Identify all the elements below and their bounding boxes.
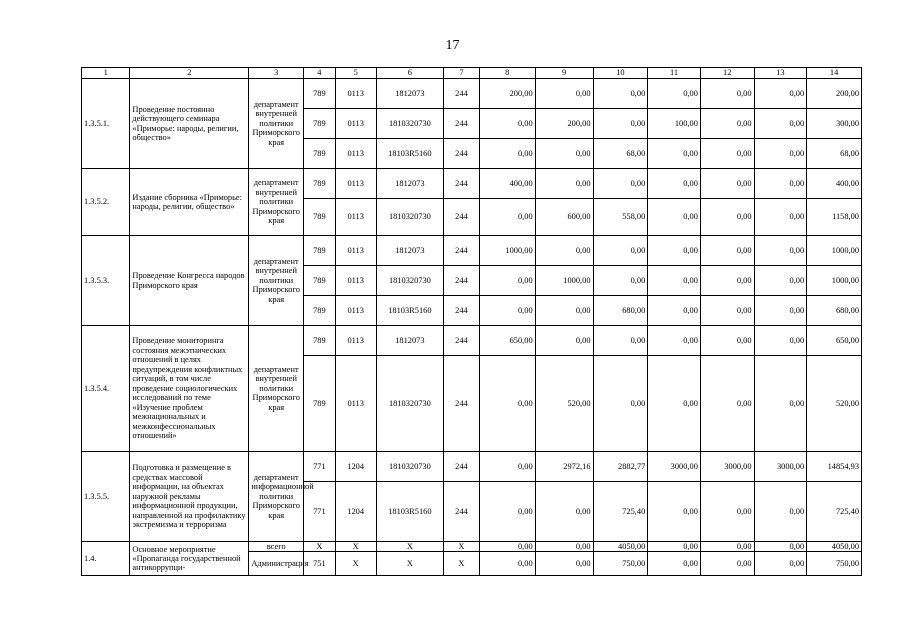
table-cell: 1000,00 xyxy=(479,236,535,266)
table-cell: 2972,16 xyxy=(535,452,593,482)
table-cell: 1158,00 xyxy=(807,199,862,236)
table-cell: 4050,00 xyxy=(807,542,862,552)
table-cell: 0,00 xyxy=(648,326,701,356)
table-cell: 789 xyxy=(304,79,336,109)
table-cell: 0,00 xyxy=(648,266,701,296)
table-cell: 751 xyxy=(304,552,336,576)
table-cell: 0113 xyxy=(335,109,376,139)
table-cell: 244 xyxy=(444,452,480,482)
header-row xyxy=(82,68,862,79)
table-cell: 200,00 xyxy=(479,79,535,109)
table-cell: 0,00 xyxy=(479,482,535,542)
item-name: Проведение постоянно действующего семинара «Приморье: народы, религии, общество» xyxy=(130,79,249,169)
item-name: Основное мероприятие «Пропаганда государственной антикоррупци- xyxy=(130,542,249,576)
item-executor: департамент внутренней политики Приморского края xyxy=(249,79,304,169)
table-cell: 789 xyxy=(304,109,336,139)
table-cell: 0,00 xyxy=(648,542,701,552)
table-cell: 0,00 xyxy=(754,236,807,266)
column-header: 5 xyxy=(335,68,376,79)
table-cell: 750,00 xyxy=(593,552,648,576)
table-cell: 0,00 xyxy=(648,79,701,109)
table-cell: 0,00 xyxy=(700,482,754,542)
table-cell: 650,00 xyxy=(807,326,862,356)
table-cell: 244 xyxy=(444,109,480,139)
column-header: 12 xyxy=(700,68,754,79)
table-cell: 789 xyxy=(304,326,336,356)
table-cell: 244 xyxy=(444,326,480,356)
table-cell: 0,00 xyxy=(593,109,648,139)
table-cell: 0,00 xyxy=(700,169,754,199)
table-cell: 4050,00 xyxy=(593,542,648,552)
table-cell: 68,00 xyxy=(807,139,862,169)
table-cell: 0,00 xyxy=(700,296,754,326)
table-cell: 244 xyxy=(444,79,480,109)
table-row xyxy=(82,452,862,482)
table-cell: 0,00 xyxy=(648,199,701,236)
column-header: 7 xyxy=(444,68,480,79)
table-cell: 244 xyxy=(444,139,480,169)
table-cell: 771 xyxy=(304,482,336,542)
table-cell: 600,00 xyxy=(535,199,593,236)
table-cell: 0,00 xyxy=(700,236,754,266)
table-cell: 0,00 xyxy=(648,552,701,576)
table-cell: X xyxy=(304,542,336,552)
table-cell: X xyxy=(444,542,480,552)
page-number: 17 xyxy=(445,38,460,53)
table-cell: 1000,00 xyxy=(807,236,862,266)
table-cell: 1810320730 xyxy=(376,199,443,236)
table-cell: 1204 xyxy=(335,452,376,482)
table-cell: 2882,77 xyxy=(593,452,648,482)
table-cell: 0,00 xyxy=(700,356,754,452)
table-cell: 789 xyxy=(304,139,336,169)
table-cell: 0,00 xyxy=(593,236,648,266)
table-cell: 244 xyxy=(444,169,480,199)
table-cell: 200,00 xyxy=(535,109,593,139)
table-row xyxy=(82,169,862,199)
table-cell: 0,00 xyxy=(700,542,754,552)
table-row xyxy=(82,326,862,356)
table-cell: 680,00 xyxy=(807,296,862,326)
table-cell: 3000,00 xyxy=(754,452,807,482)
table-cell: 680,00 xyxy=(593,296,648,326)
table-cell: 1812073 xyxy=(376,236,443,266)
table-cell: X xyxy=(376,542,443,552)
table-cell: 0,00 xyxy=(754,79,807,109)
item-code: 1.3.5.2. xyxy=(82,169,130,236)
table-cell: 0,00 xyxy=(479,542,535,552)
table-cell: 1812073 xyxy=(376,79,443,109)
item-code: 1.4. xyxy=(82,542,130,576)
table-cell: 789 xyxy=(304,236,336,266)
table-cell: 3000,00 xyxy=(700,452,754,482)
table-cell: 0113 xyxy=(335,296,376,326)
column-header: 1 xyxy=(82,68,130,79)
table-cell: 0,00 xyxy=(700,79,754,109)
table-cell: 0,00 xyxy=(648,356,701,452)
column-header: 4 xyxy=(304,68,336,79)
table-cell: 0,00 xyxy=(648,296,701,326)
column-header: 2 xyxy=(130,68,249,79)
table-cell: 0,00 xyxy=(700,326,754,356)
table-cell: X xyxy=(335,552,376,576)
table-cell: 1000,00 xyxy=(807,266,862,296)
column-header: 13 xyxy=(754,68,807,79)
item-code: 1.3.5.4. xyxy=(82,326,130,452)
table-cell: 0,00 xyxy=(754,296,807,326)
table-cell: 0,00 xyxy=(535,552,593,576)
item-executor: департамент внутренней политики Приморского края xyxy=(249,169,304,236)
column-header: 3 xyxy=(249,68,304,79)
column-header: 14 xyxy=(807,68,862,79)
table-cell: 750,00 xyxy=(807,552,862,576)
table-cell: 1810320730 xyxy=(376,109,443,139)
table-cell: 0,00 xyxy=(754,169,807,199)
table-cell: 0,00 xyxy=(535,296,593,326)
column-header: 10 xyxy=(593,68,648,79)
table-cell: 18103R5160 xyxy=(376,296,443,326)
table-cell: 1812073 xyxy=(376,326,443,356)
table-cell: 0,00 xyxy=(535,236,593,266)
table-cell: X xyxy=(444,552,480,576)
table-cell: 0,00 xyxy=(648,482,701,542)
table-cell: 0,00 xyxy=(754,199,807,236)
table-cell: 0,00 xyxy=(593,169,648,199)
table-cell: 0,00 xyxy=(754,109,807,139)
item-name: Издание сборника «Приморье: народы, религии, общество» xyxy=(130,169,249,236)
table-cell: 0113 xyxy=(335,139,376,169)
table-cell: 0,00 xyxy=(479,452,535,482)
column-header: 6 xyxy=(376,68,443,79)
table-cell: 244 xyxy=(444,296,480,326)
item-name: Подготовка и размещение в средствах массовой информации, на объектах наружной рекламы информационной продукции, направленной на профилактику экстремизма и терроризма xyxy=(130,452,249,542)
table-cell: 0113 xyxy=(335,326,376,356)
table-cell: 789 xyxy=(304,356,336,452)
table-cell: 18103R5160 xyxy=(376,482,443,542)
table-cell: 0113 xyxy=(335,199,376,236)
budget-table xyxy=(81,67,862,576)
table-cell: 0,00 xyxy=(648,169,701,199)
table-cell: 725,40 xyxy=(593,482,648,542)
table-row xyxy=(82,236,862,266)
table-cell: 0113 xyxy=(335,169,376,199)
table-cell: 200,00 xyxy=(807,79,862,109)
table-cell: 789 xyxy=(304,169,336,199)
item-executor: департамент внутренней политики Приморского края xyxy=(249,326,304,452)
table-row xyxy=(82,79,862,109)
table-cell: 0,00 xyxy=(593,356,648,452)
table-cell: 0,00 xyxy=(535,482,593,542)
table-cell: 0,00 xyxy=(700,139,754,169)
table-cell: 400,00 xyxy=(479,169,535,199)
table-cell: 0,00 xyxy=(535,542,593,552)
table-cell: 0,00 xyxy=(754,542,807,552)
table-cell: 0,00 xyxy=(479,109,535,139)
table-cell: 244 xyxy=(444,199,480,236)
table-cell: 0,00 xyxy=(535,79,593,109)
table-cell: 1810320730 xyxy=(376,266,443,296)
table-cell: 520,00 xyxy=(535,356,593,452)
table-cell: 0,00 xyxy=(479,266,535,296)
table-cell: 0,00 xyxy=(754,139,807,169)
table-cell: 0,00 xyxy=(648,236,701,266)
column-header: 11 xyxy=(648,68,701,79)
table-cell: 3000,00 xyxy=(648,452,701,482)
table-cell: 0,00 xyxy=(700,266,754,296)
item-executor: департамент внутренней политики Приморского края xyxy=(249,236,304,326)
line-executor: всего xyxy=(249,542,304,552)
table-cell: 0,00 xyxy=(535,326,593,356)
line-executor: Администрация xyxy=(249,552,304,576)
table-cell: 100,00 xyxy=(648,109,701,139)
table-cell: 14854,93 xyxy=(807,452,862,482)
table-cell: 244 xyxy=(444,266,480,296)
table-cell: 0,00 xyxy=(700,199,754,236)
item-code: 1.3.5.3. xyxy=(82,236,130,326)
table-cell: 0,00 xyxy=(535,139,593,169)
table-cell: 400,00 xyxy=(807,169,862,199)
table-cell: X xyxy=(376,552,443,576)
table-cell: 0,00 xyxy=(535,169,593,199)
table-cell: 0,00 xyxy=(479,199,535,236)
table-cell: 520,00 xyxy=(807,356,862,452)
table-cell: 789 xyxy=(304,199,336,236)
item-executor: департамент информационной политики Приморского края xyxy=(249,452,304,542)
table-cell: 0,00 xyxy=(648,139,701,169)
table-cell: 1812073 xyxy=(376,169,443,199)
table-cell: 1000,00 xyxy=(535,266,593,296)
table-cell: 0113 xyxy=(335,79,376,109)
table-cell: 0,00 xyxy=(593,326,648,356)
table-cell: 0113 xyxy=(335,356,376,452)
item-name: Проведение Конгресса народов Приморского края xyxy=(130,236,249,326)
table-cell: 0,00 xyxy=(754,482,807,542)
item-code: 1.3.5.5. xyxy=(82,452,130,542)
table-cell: 0,00 xyxy=(479,552,535,576)
table-cell: 0,00 xyxy=(593,266,648,296)
table-cell: 558,00 xyxy=(593,199,648,236)
table-cell: 244 xyxy=(444,236,480,266)
table-cell: 0,00 xyxy=(754,326,807,356)
column-header: 9 xyxy=(535,68,593,79)
table-cell: 0,00 xyxy=(754,266,807,296)
table-cell: 18103R5160 xyxy=(376,139,443,169)
table-cell: 0,00 xyxy=(593,79,648,109)
table-cell: 0113 xyxy=(335,236,376,266)
table-cell: 0,00 xyxy=(700,109,754,139)
table-cell: X xyxy=(335,542,376,552)
table-cell: 0,00 xyxy=(479,139,535,169)
table-cell: 771 xyxy=(304,452,336,482)
table-row xyxy=(82,542,862,552)
table-cell: 0,00 xyxy=(700,552,754,576)
item-name: Проведение мониторинга состояния межэтнических отношений в целях предупреждения конфликтных ситуаций, в том числе проведение социологических исследований по теме «Изучение проблем межнациональных и межконфессиональных отношений» xyxy=(130,326,249,452)
table-cell: 1810320730 xyxy=(376,356,443,452)
table-cell: 789 xyxy=(304,266,336,296)
table-cell: 789 xyxy=(304,296,336,326)
table-cell: 1204 xyxy=(335,482,376,542)
table-cell: 1810320730 xyxy=(376,452,443,482)
table-cell: 0,00 xyxy=(754,552,807,576)
table-cell: 0,00 xyxy=(754,356,807,452)
table-cell: 0,00 xyxy=(479,296,535,326)
table-body xyxy=(82,79,862,576)
table-cell: 0113 xyxy=(335,266,376,296)
table-cell: 244 xyxy=(444,482,480,542)
item-code: 1.3.5.1. xyxy=(82,79,130,169)
column-header: 8 xyxy=(479,68,535,79)
table-cell: 68,00 xyxy=(593,139,648,169)
table-cell: 244 xyxy=(444,356,480,452)
table-cell: 725,40 xyxy=(807,482,862,542)
table-cell: 300,00 xyxy=(807,109,862,139)
table-cell: 0,00 xyxy=(479,356,535,452)
table-cell: 650,00 xyxy=(479,326,535,356)
